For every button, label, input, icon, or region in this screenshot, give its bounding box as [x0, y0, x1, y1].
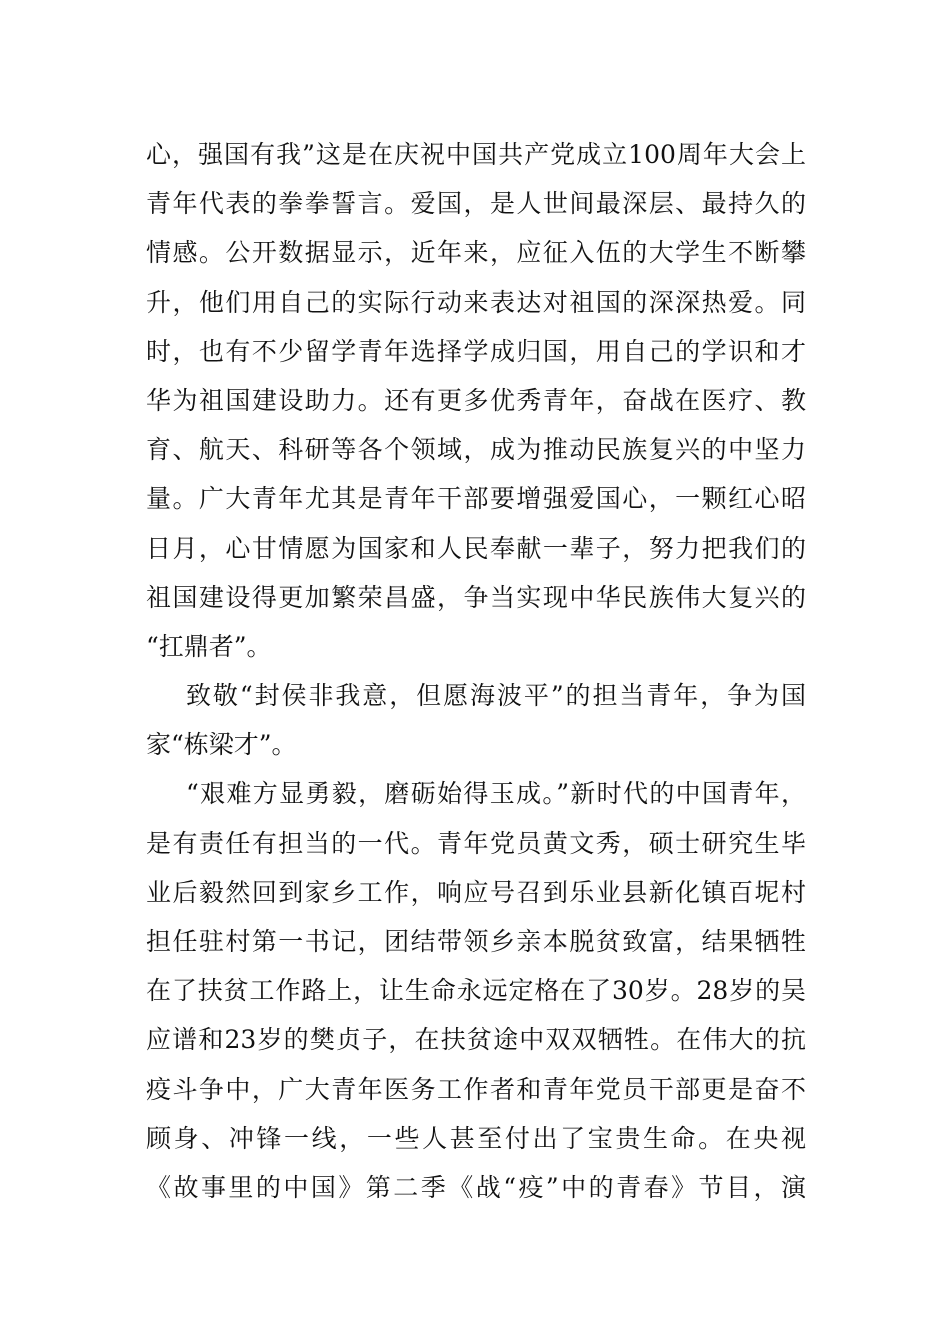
text-line: 华为祖国建设助力。还有更多优秀青年，奋战在医疗、教	[146, 385, 806, 415]
text-line: 《故事里的中国》第二季《战“疫”中的青春》节目，演	[146, 1172, 806, 1202]
text-line: 家“栋梁才”。	[146, 730, 297, 760]
text-line: 心，强国有我”这是在庆祝中国共产党成立100周年大会上	[146, 140, 806, 169]
text-line: 在了扶贫工作路上，让生命永远定格在了30岁。28岁的吴	[146, 976, 806, 1006]
text-line: 青年代表的拳拳誓言。爱国，是人世间最深层、最持久的	[146, 189, 806, 219]
text-line: 担任驻村第一书记，团结带领乡亲本脱贫致富，结果牺牲	[146, 927, 806, 956]
text-line: 升，他们用自己的实际行动来表达对祖国的深深热爱。同	[146, 287, 806, 317]
text-line: 量。广大青年尤其是青年干部要增强爱国心，一颗红心昭	[146, 484, 806, 514]
text-line: 情感。公开数据显示，近年来，应征入伍的大学生不断攀	[146, 238, 806, 268]
paragraph-first-line: 致敬“封侯非我意，但愿海波平”的担当青年，争为国	[186, 681, 806, 711]
text-line: 是有责任有担当的一代。青年党员黄文秀，硕士研究生毕	[146, 828, 806, 858]
text-line: 时，也有不少留学青年选择学成归国，用自己的学识和才	[146, 336, 806, 366]
body-text	[146, 130, 806, 1212]
text-line: 疫斗争中，广大青年医务工作者和青年党员干部更是奋不	[146, 1074, 806, 1104]
text-line: 育、航天、科研等各个领域，成为推动民族复兴的中坚力	[146, 435, 806, 465]
text-line: 顾身、冲锋一线，一些人甚至付出了宝贵生命。在央视	[146, 1123, 806, 1153]
text-line: 业后毅然回到家乡工作，响应号召到乐业县新化镇百坭村	[146, 877, 806, 907]
paragraph-first-line: “艰难方显勇毅，磨砺始得玉成。”新时代的中国青年，	[186, 779, 806, 809]
text-line: “扛鼎者”。	[146, 631, 272, 661]
text-line: 日月，心甘情愿为国家和人民奉献一辈子，努力把我们的	[146, 533, 806, 563]
text-line: 应谱和23岁的樊贞子，在扶贫途中双双牺牲。在伟大的抗	[146, 1025, 806, 1055]
text-line: 祖国建设得更加繁荣昌盛，争当实现中华民族伟大复兴的	[146, 582, 806, 612]
